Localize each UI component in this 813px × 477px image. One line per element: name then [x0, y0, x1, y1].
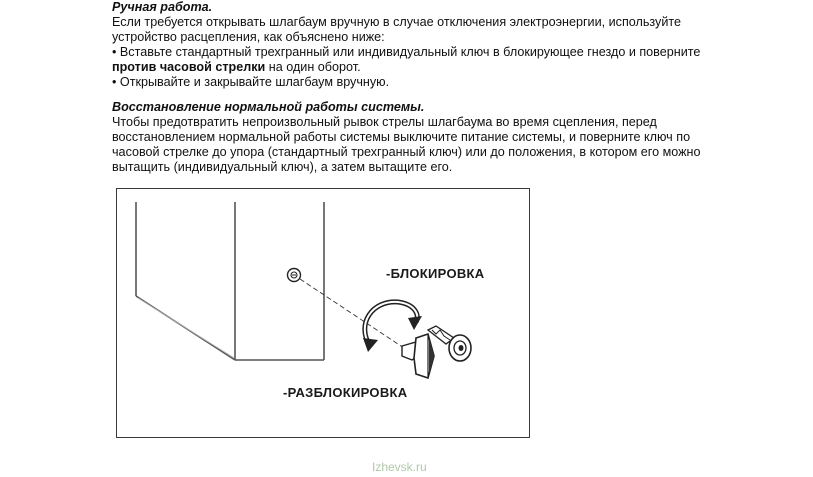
diagram-frame [117, 189, 530, 438]
instruction-text [112, 0, 772, 175]
restore-paragraph-line: вытащить (индивидуальный ключ), а затем вытащите его. [112, 160, 453, 174]
key-release-diagram [116, 188, 530, 438]
restore-paragraph-line: часовой стрелке до упора (стандартный трехгранный ключ) или до положения, в котором его можно [112, 145, 701, 159]
manual-operation-heading: Ручная работа. [112, 0, 213, 14]
diagram-drawing [116, 188, 530, 438]
manual-paragraph-line: Если требуется открывать шлагбаум вручную в случае отключения электроэнергии, используйте [112, 15, 682, 29]
restore-paragraph-line: восстановлением нормальной работы системы выключите питание системы, и поверните ключ по [112, 130, 691, 144]
triangular-key-icon [402, 334, 434, 378]
manual-bullet-1-rest: на один оборот. [265, 60, 361, 74]
restore-paragraph-line: Чтобы предотвратить непроизвольный рывок стрелы шлагбаума во время сцепления, перед [112, 115, 657, 129]
lock-label: -БЛОКИРОВКА [386, 266, 485, 281]
insertion-guide-line [300, 279, 410, 352]
manual-bullet-2: • Открывайте и закрывайте шлагбаум вручную. [112, 75, 390, 89]
manual-paragraph-line: устройство расцепления, как объяснено ниже: [112, 30, 385, 44]
lock-socket-icon [288, 269, 301, 282]
manual-bullet-1: • Вставьте стандартный трехгранный или индивидуальный ключ в блокирующее гнездо и поверните [112, 45, 701, 59]
counterclockwise-emphasis: против часовой стрелки [112, 60, 266, 74]
unlock-label: -РАЗБЛОКИРОВКА [283, 385, 408, 400]
watermark: Izhevsk.ru [372, 460, 427, 474]
manual-bullet-1-continuation [112, 60, 772, 75]
restore-operation-heading: Восстановление нормальной работы системы. [112, 100, 425, 114]
